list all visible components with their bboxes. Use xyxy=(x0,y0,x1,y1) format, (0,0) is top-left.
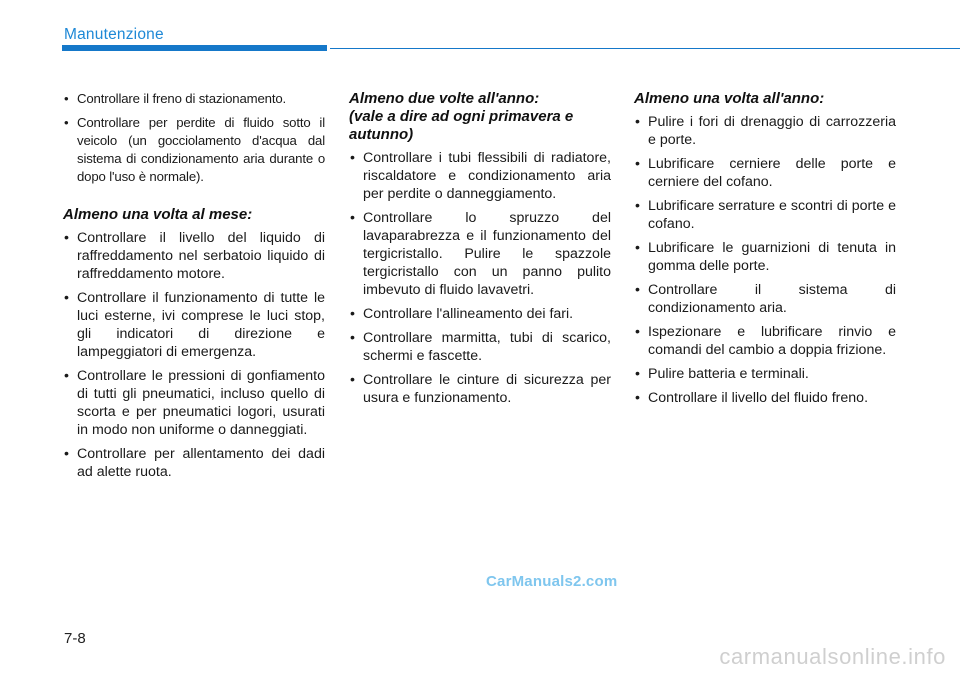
list-item: • Controllare l'allineamento dei fari. xyxy=(349,305,611,323)
monthly-list xyxy=(63,229,325,481)
column-2 xyxy=(349,90,611,413)
list-item: • Lubrificare serrature e scontri di porte e cofano. xyxy=(634,197,896,233)
list-item: • Controllare il livello del liquido di raffreddamento nel serbatoio liquido di raffreddamento motore. xyxy=(63,229,325,283)
twice-yearly-heading-line1: Almeno due volte all'anno: xyxy=(349,90,540,107)
monthly-heading: Almeno una volta al mese: xyxy=(63,206,253,223)
list-item: • Controllare per perdite di fluido sotto il veicolo (un gocciolamento d'acqua dal sistema di condizionamento aria durante o dopo l'uso è normale). xyxy=(63,114,325,186)
column-1 xyxy=(63,90,325,487)
watermark-link[interactable]: CarManuals2.com xyxy=(486,573,618,590)
list-item: • Pulire i fori di drenaggio di carrozzeria e porte. xyxy=(634,113,896,149)
list-item: • Controllare il funzionamento di tutte le luci esterne, ivi comprese le luci stop, gli indicatori di direzione e lampeggiatori di emergenza. xyxy=(63,289,325,361)
twice-yearly-heading-line2: (vale a dire ad ogni primavera e autunno) xyxy=(349,108,574,143)
list-item: • Controllare il freno di stazionamento. xyxy=(63,90,325,108)
intro-list xyxy=(63,90,325,186)
list-item: • Pulire batteria e terminali. xyxy=(634,365,896,383)
list-item: • Controllare il sistema di condizionamento aria. xyxy=(634,281,896,317)
list-item: • Ispezionare e lubrificare rinvio e comandi del cambio a doppia frizione. xyxy=(634,323,896,359)
page-number: 7-8 xyxy=(64,630,86,647)
yearly-heading: Almeno una volta all'anno: xyxy=(634,90,825,107)
list-item: • Controllare il livello del fluido freno. xyxy=(634,389,896,407)
column-3 xyxy=(634,90,896,413)
list-item: • Controllare i tubi flessibili di radiatore, riscaldatore e condizionamento aria per perdite o danneggiamento. xyxy=(349,149,611,203)
header-rule-thin xyxy=(330,48,960,49)
list-item: • Controllare lo spruzzo del lavaparabrezza e il funzionamento del tergicristallo. Pulire le spazzole tergicristallo con un panno pulito imbevuto di fluido lavavetri. xyxy=(349,209,611,299)
twice-yearly-heading xyxy=(349,90,611,144)
list-item: • Controllare le cinture di sicurezza per usura e funzionamento. xyxy=(349,371,611,407)
list-item: • Controllare per allentamento dei dadi ad alette ruota. xyxy=(63,445,325,481)
list-item: • Controllare marmitta, tubi di scarico, schermi e fascette. xyxy=(349,329,611,365)
section-title: Manutenzione xyxy=(64,26,164,43)
list-item: • Lubrificare le guarnizioni di tenuta in gomma delle porte. xyxy=(634,239,896,275)
header-rule-thick xyxy=(62,45,327,51)
list-item: • Controllare le pressioni di gonfiamento di tutti gli pneumatici, incluso quello di scorta e per pneumatici logori, usurati in modo non uniforme o danneggiati. xyxy=(63,367,325,439)
yearly-list xyxy=(634,113,896,407)
list-item: • Lubrificare cerniere delle porte e cerniere del cofano. xyxy=(634,155,896,191)
twice-yearly-list xyxy=(349,149,611,407)
footer-watermark: carmanualsonline.info xyxy=(719,644,946,669)
